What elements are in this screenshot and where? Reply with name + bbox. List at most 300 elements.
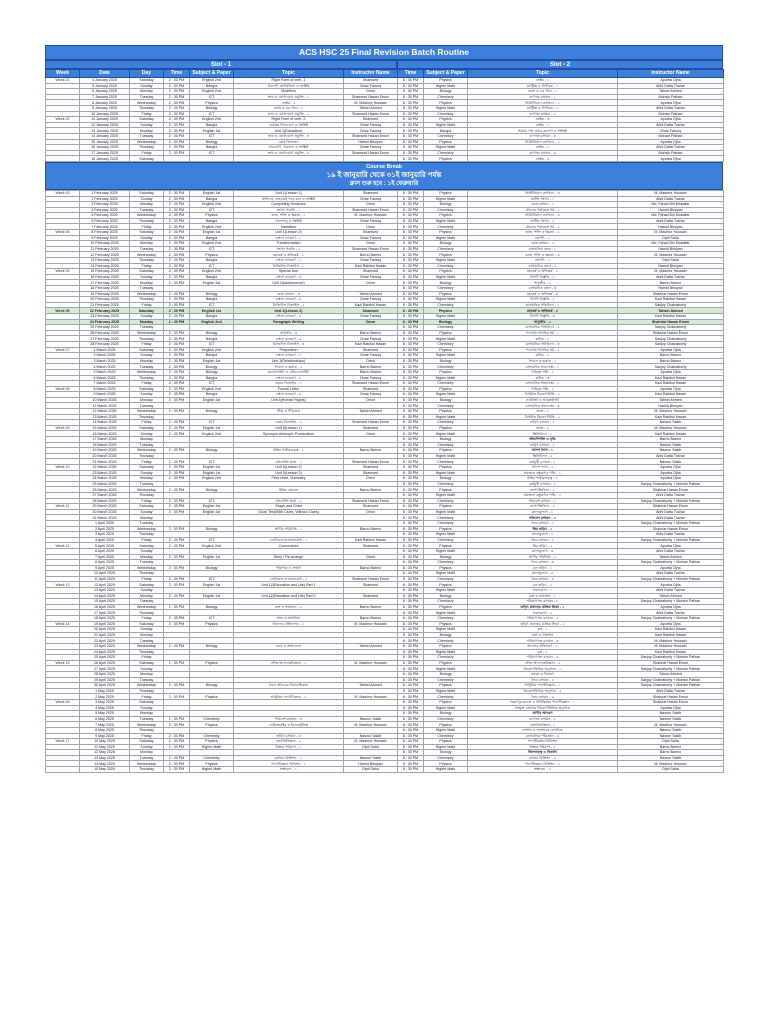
slot2-time-cell: 8 : 30 PM	[398, 375, 424, 381]
slot2-topic-cell: বৃত্ত - ১	[468, 627, 618, 633]
slot2-time-cell: 8 : 30 PM	[398, 660, 424, 666]
slot2-topic-cell: ভেক্টর - ১	[468, 122, 618, 128]
slot2-topic-cell: পরমাণুর মডেল ও নিউক্লিয়ার পদার্থবিজ্ঞান - ১	[468, 699, 618, 705]
day-cell: Monday	[130, 515, 164, 521]
date-cell: 18 February 2025	[80, 286, 130, 292]
slot1-time-cell: 2 : 30 PM	[164, 644, 190, 650]
slot2-instructor-cell: Shahriar Hasan Emon	[618, 694, 724, 700]
slot1-subject-cell: English 2nd	[190, 224, 234, 230]
slot2-topic-cell: দ্বিপদী বিস্তৃতি - ৩	[468, 313, 618, 319]
slot1-instructor-cell: Omar Farooq	[344, 218, 398, 224]
slot2-subject-cell: Biology	[424, 711, 468, 717]
date-cell: 17 February 2025	[80, 280, 130, 286]
slot2-topic-cell: গুণগত রসায়ন - ২	[468, 111, 618, 117]
slot1-topic-cell: Story / Re-arrange	[234, 554, 344, 560]
slot1-time-cell: 2 : 30 PM	[164, 694, 190, 700]
slot2-topic-cell: মৌলের পর্যায়বৃত্ত ধর্ম - ১	[468, 207, 618, 213]
slot2-topic-cell: বর্জ্য ও নিষ্কাশন	[468, 632, 618, 638]
slot2-topic-cell: রাসায়নিক পরিবর্তন - ৪	[468, 733, 618, 739]
slot1-topic-cell: কোষ রসায়ন - ৩	[234, 291, 344, 297]
slot2-time-cell: 8 : 30 PM	[398, 353, 424, 359]
slot2-instructor-cell: M. Mashrur Hussain	[618, 252, 724, 258]
slot2-subject-cell: Physics	[424, 409, 468, 415]
slot1-subject-cell: ICT	[190, 133, 234, 139]
day-cell: Monday	[130, 750, 164, 756]
date-cell: 10 February 2025	[80, 241, 130, 247]
slot1-time-cell: 2 : 30 PM	[164, 381, 190, 387]
slot2-topic-cell: ক্যালকুলাস - ১	[468, 509, 618, 515]
slot1-subject-cell: English 1st	[190, 465, 234, 471]
slot2-instructor-cell: Tahsin Ahmed	[618, 671, 724, 677]
slot1-subject-cell: ICT	[190, 94, 234, 100]
slot2-topic-cell: প্রাণীর আচরণ	[468, 711, 618, 717]
slot2-instructor-cell: Apurba Ojha	[618, 476, 724, 482]
slot2-subject-cell: Physics	[424, 683, 468, 689]
slot2-topic-cell: চল তড়িৎ - ১	[468, 565, 618, 571]
day-cell: Wednesday	[130, 213, 164, 219]
day-cell: Friday	[130, 341, 164, 347]
day-cell: Sunday	[130, 235, 164, 241]
slot1-instructor-cell: Kazi Rakibul Hasan	[344, 302, 398, 308]
date-cell: 30 March 2025	[80, 509, 130, 515]
slot1-instructor-cell: M. Mashrur Hussain	[344, 722, 398, 728]
slot2-subject-cell: Chemistry	[424, 520, 468, 526]
slot2-instructor-cell: Sanjoy Chakraborty + Mohsin Pathan	[618, 560, 724, 566]
slot2-topic-cell: আলোর প্রতিসরণ - ১	[468, 644, 618, 650]
slot1-instructor-cell: Omor	[344, 241, 398, 247]
day-cell: Wednesday	[130, 100, 164, 106]
slot2-topic-cell: উদ্ভিদ শারীরতত্ত্ব - ২	[468, 476, 618, 482]
slot2-subject-cell: Higher Math	[424, 705, 468, 711]
day-cell: Thursday	[130, 767, 164, 773]
slot1-topic-cell: বাংলা ব্যাকরণ - ৭	[234, 353, 344, 359]
slot1-subject-cell: Bangla	[190, 122, 234, 128]
slot2-subject-cell: Physics	[424, 465, 468, 471]
day-cell: Thursday	[130, 492, 164, 498]
slot2-subject-cell: Physics	[424, 487, 468, 493]
day-cell: Saturday	[130, 308, 164, 314]
day-cell: Saturday	[130, 230, 164, 236]
slot1-subject-cell: Physics	[190, 660, 234, 666]
day-cell: Monday	[130, 358, 164, 364]
date-cell: 27 March 2025	[80, 492, 130, 498]
slot2-instructor-cell: Kazi Rakibul Hasan	[618, 649, 724, 655]
slot2-instructor-cell: Nasrun Sakib	[618, 459, 724, 465]
day-cell: Saturday	[130, 347, 164, 353]
slot1-instructor-cell: Shamsed	[344, 465, 398, 471]
slot2-subject-cell: Physics	[424, 269, 468, 275]
slot2-instructor-cell: Abhi Datta Tushar	[618, 83, 724, 89]
slot1-subject-cell: ICT	[190, 341, 234, 347]
slot1-subject-cell: Physics	[190, 621, 234, 627]
slot2-time-cell: 8 : 30 PM	[398, 554, 424, 560]
slot1-topic-cell: Synonym-Antonym, Punctuation	[234, 431, 344, 437]
slot2-instructor-cell: Sanjoy Chakraborty + Mohsin Pathan	[618, 683, 724, 689]
slot2-topic-cell: জৈব রসায়ন - ১	[468, 520, 618, 526]
slot2-time-cell: 8 : 30 PM	[398, 78, 424, 84]
slot1-time-cell: 2 : 30 PM	[164, 683, 190, 689]
course-break-label: Course Break	[366, 163, 402, 170]
slot2-time-cell: 8 : 30 PM	[398, 487, 424, 493]
slot1-instructor-cell: Barno Barmo	[344, 616, 398, 622]
slot1-topic-cell: Formal Letter	[234, 386, 344, 392]
slot1-topic-cell: ভেক্টর - ২	[234, 100, 344, 106]
column-header: Time	[164, 70, 190, 78]
slot2-time-cell: 8 : 30 PM	[398, 196, 424, 202]
day-cell: Friday	[130, 498, 164, 504]
slot2-time-cell: 8 : 30 PM	[398, 711, 424, 717]
slot1-instructor-cell: Shamsed	[344, 582, 398, 588]
slot2-time-cell: 8 : 30 PM	[398, 481, 424, 487]
slot2-topic-cell: ত্রিকোণমিতিক অনুপাত - ১	[468, 666, 618, 672]
day-cell: Wednesday	[130, 139, 164, 145]
slot2-subject-cell: Chemistry	[424, 364, 468, 370]
slot1-instructor-cell: Barno Barmo	[344, 565, 398, 571]
date-cell: 2 April 2025	[80, 526, 130, 532]
slot1-time-cell: 2 : 30 PM	[164, 111, 190, 117]
date-cell: 12 April 2025	[80, 582, 130, 588]
date-cell: 2 March 2025	[80, 353, 130, 359]
slot2-subject-cell: Higher Math	[424, 509, 468, 515]
date-cell: 20 February 2025	[80, 297, 130, 303]
date-cell: 10 January 2025	[80, 111, 130, 117]
slot2-topic-cell: বৃত্ত - ২	[468, 649, 618, 655]
date-cell: 19 February 2025	[80, 291, 130, 297]
slot1-topic-cell: বিস্তার পরিমাপ - ১	[234, 744, 344, 750]
slot1-subject-cell: Physics	[190, 761, 234, 767]
slot1-time-cell: 2 : 30 PM	[164, 252, 190, 258]
slot1-time-cell: 2 : 30 PM	[164, 733, 190, 739]
slot-1-label: Slot - 1	[45, 60, 397, 69]
slot2-topic-cell: গুণগত রসায়ন - ৪	[468, 150, 618, 156]
slot1-topic-cell: বাংলা ব্যাকরণ - ৫	[234, 313, 344, 319]
slot2-time-cell: 8 : 30 PM	[398, 560, 424, 566]
day-cell: Saturday	[130, 78, 164, 84]
day-cell: Monday	[130, 202, 164, 208]
slot2-instructor-cell: Kazi Rakibul Hasan	[618, 381, 724, 387]
slot1-time-cell: 2 : 30 PM	[164, 604, 190, 610]
slot2-instructor-cell: Sanjoy Chakraborty + Mohsin Pathan	[618, 537, 724, 543]
slot1-topic-cell: পরিপাক ও শোষণ	[234, 565, 344, 571]
slot2-subject-cell: Chemistry	[424, 341, 468, 347]
slot2-instructor-cell: Dipti Saha	[618, 739, 724, 745]
slot1-instructor-cell: Omar Farooq	[344, 196, 398, 202]
slot1-instructor-cell: Shamsed	[344, 425, 398, 431]
day-cell: Monday	[130, 711, 164, 717]
slot1-instructor-cell: M. Mashrur Hussain	[344, 660, 398, 666]
slot1-topic-cell: কাজ, শক্তি ও ক্ষমতা - ১	[234, 213, 344, 219]
slot1-topic-cell: রসায়ন রিভিশন - ১	[234, 755, 344, 761]
slot1-topic-cell: শৈবাল ও ছত্রাক - ২	[234, 364, 344, 370]
slot2-subject-cell: Physics	[424, 117, 468, 123]
slot2-subject-cell: Higher Math	[424, 105, 468, 111]
slot2-instructor-cell: Apurba Ojha	[618, 156, 724, 162]
day-cell: Friday	[130, 381, 164, 387]
slot1-time-cell: 2 : 30 PM	[164, 308, 190, 314]
slot1-topic-cell: Special Use	[234, 269, 344, 275]
day-cell: Wednesday	[130, 252, 164, 258]
date-cell: 13 May 2025	[80, 755, 130, 761]
date-cell: 25 March 2025	[80, 481, 130, 487]
slot2-time-cell: 8 : 30 PM	[398, 414, 424, 420]
slot2-topic-cell: শৈবাল ও ছত্রাক - ১	[468, 358, 618, 364]
slot1-instructor-cell: Nasrun Sakib	[344, 716, 398, 722]
slot2-time-cell: 8 : 30 PM	[398, 313, 424, 319]
slot2-topic-cell: গুণগত রসায়ন - ১	[468, 94, 618, 100]
slot1-subject-cell: Bangla	[190, 235, 234, 241]
slot2-time-cell: 8 : 30 PM	[398, 727, 424, 733]
slot2-instructor-cell: Sanjoy Chakraborty	[618, 325, 724, 331]
slot1-subject-cell: Biology	[190, 291, 234, 297]
date-cell: 21 April 2025	[80, 632, 130, 638]
slot2-instructor-cell: Tahsin Ahmed	[618, 308, 724, 314]
slot2-time-cell: 8 : 30 PM	[398, 235, 424, 241]
slot2-time-cell: 8 : 30 PM	[398, 453, 424, 459]
day-cell: Wednesday	[130, 448, 164, 454]
slot2-time-cell: 8 : 30 PM	[398, 358, 424, 364]
slot2-instructor-cell: Barno Barmo	[618, 353, 724, 359]
day-cell: Tuesday	[130, 94, 164, 100]
slot1-instructor-cell: Omar Farooq	[344, 392, 398, 398]
slot1-time-cell: 2 : 30 PM	[164, 190, 190, 196]
slot1-subject-cell: ICT	[190, 150, 234, 156]
slot2-time-cell: 8 : 30 PM	[398, 632, 424, 638]
date-cell: 25 February 2025	[80, 325, 130, 331]
date-cell: 17 January 2025	[80, 150, 130, 156]
slot2-instructor-cell: Tahsin Ahmed	[618, 397, 724, 403]
date-cell: 4 April 2025	[80, 537, 130, 543]
day-cell: Thursday	[130, 145, 164, 151]
slot2-topic-cell: পর্যাবৃত্ত গতি - ১	[468, 369, 618, 375]
slot1-instructor-cell: Dipti Saha	[344, 767, 398, 773]
date-cell: 9 March 2025	[80, 392, 130, 398]
slot1-topic-cell: কোষ বিভাজন	[234, 139, 344, 145]
slot2-time-cell: 8 : 30 PM	[398, 100, 424, 106]
slot1-subject-cell: Bangla	[190, 274, 234, 280]
day-cell: Tuesday	[130, 403, 164, 409]
slot1-instructor-cell: Omar Farooq	[344, 235, 398, 241]
slot1-time-cell: 2 : 30 PM	[164, 744, 190, 750]
day-cell: Tuesday	[130, 638, 164, 644]
slot1-instructor-cell: Barno Barmo	[344, 369, 398, 375]
date-cell: 29 March 2025	[80, 504, 130, 510]
slot1-subject-cell: ICT	[190, 537, 234, 543]
slot2-time-cell: 8 : 30 PM	[398, 263, 424, 269]
slot2-subject-cell: Higher Math	[424, 431, 468, 437]
slot2-topic-cell: পরিমাণগত রসায়ন - ১	[468, 599, 618, 605]
slot1-instructor-cell: M. Mashrur Hussain	[344, 213, 398, 219]
slot1-instructor-cell: Shamsed	[344, 78, 398, 84]
slot2-time-cell: 8 : 30 PM	[398, 139, 424, 145]
day-cell: Sunday	[130, 274, 164, 280]
slot1-time-cell: 2 : 30 PM	[164, 196, 190, 202]
routine-title: ACS HSC 25 Final Revision Batch Routine	[45, 45, 723, 60]
slot1-topic-cell: Unit 2(Adolescence)	[234, 280, 344, 286]
slot2-time-cell: 8 : 30 PM	[398, 688, 424, 694]
slot1-time-cell: 2 : 30 PM	[164, 386, 190, 392]
slot1-time-cell: 2 : 30 PM	[164, 347, 190, 353]
slot2-instructor-cell: Barno Barmo	[618, 280, 724, 286]
slot2-instructor-cell: Kazi Rakibul Hasan	[618, 431, 724, 437]
day-cell: Sunday	[130, 627, 164, 633]
slot1-topic-cell: তথ্য ও যোগাযোগ প্রযুক্তি - ১	[234, 94, 344, 100]
date-cell: 6 April 2025	[80, 548, 130, 554]
slot1-subject-cell: Biology	[190, 139, 234, 145]
slot1-topic-cell: লালসালু ও সংশ্লিষ্ট	[234, 218, 344, 224]
slot2-instructor-cell: Shahriar Hasan Emon	[618, 660, 724, 666]
slot2-instructor-cell: Hamid Bhuiyan	[618, 403, 724, 409]
slot2-time-cell: 8 : 30 PM	[398, 230, 424, 236]
slot1-topic-cell: ভৌত আলোকবিজ্ঞান - ১	[234, 660, 344, 666]
week-cell: Week 06	[46, 308, 80, 314]
slot2-time-cell: 8 : 30 PM	[398, 330, 424, 336]
slot1-instructor-cell: Borno Barmo	[344, 252, 398, 258]
slot2-instructor-cell: Apurba Ojha	[618, 621, 724, 627]
day-cell: Thursday	[130, 649, 164, 655]
slot2-topic-cell: মহাকর্ষ ও অভিকর্ষ - ৩	[468, 291, 618, 297]
slot1-topic-cell: সম্ভাবনা - ১	[234, 767, 344, 773]
slot2-time-cell: 8 : 30 PM	[398, 190, 424, 196]
slot2-topic-cell: জৈব রসায়ন - ৩	[468, 560, 618, 566]
day-cell: Thursday	[130, 414, 164, 420]
slot2-topic-cell: পদার্থবিজ্ঞান রিভিশন - ২	[468, 761, 618, 767]
date-cell: 6 February 2025	[80, 218, 130, 224]
slot2-topic-cell: ভেক্টর - ১	[468, 78, 618, 84]
day-cell: Wednesday	[130, 722, 164, 728]
slot2-time-cell: 8 : 30 PM	[398, 722, 424, 728]
slot1-instructor-cell: Omor	[344, 202, 398, 208]
slot2-subject-cell: Higher Math	[424, 744, 468, 750]
slot1-topic-cell: Unit 2(Lesson 2)	[234, 308, 344, 314]
date-cell: 27 February 2025	[80, 336, 130, 342]
slot1-instructor-cell: Tahsin Ahmed	[344, 644, 398, 650]
slot2-topic-cell: সংযুক্ত কোণের ত্রিকোণমিতিক অনুপাত	[468, 705, 618, 711]
slot2-topic-cell: বহুপদী - ২	[468, 258, 618, 264]
day-cell: Friday	[130, 420, 164, 426]
slot2-time-cell: 8 : 30 PM	[398, 526, 424, 532]
slot2-topic-cell: নগ্নবীজী ও আবৃতবীজী	[468, 397, 618, 403]
slot2-subject-cell: Higher Math	[424, 274, 468, 280]
slot2-topic-cell: পদার্থবিজ্ঞান রিভিশন	[468, 739, 618, 745]
slot2-time-cell: 8 : 30 PM	[398, 442, 424, 448]
week-cell: Week 07	[46, 347, 80, 353]
slot2-topic-cell: কাজ, শক্তি ও ক্ষমতা - ২	[468, 230, 618, 236]
day-cell: Saturday	[130, 621, 164, 627]
section-1-rows	[46, 78, 724, 162]
slot2-subject-cell: Higher Math	[424, 532, 468, 538]
slot1-topic-cell: Graph and Chart	[234, 504, 344, 510]
day-cell: Thursday	[130, 375, 164, 381]
slot1-subject-cell	[190, 156, 234, 162]
slot1-instructor-cell: Shamsed Hasan Emon	[344, 246, 398, 252]
slot2-subject-cell: Chemistry	[424, 616, 468, 622]
slot2-time-cell: 8 : 30 PM	[398, 291, 424, 297]
slot2-instructor-cell: Shahriar Hasan Emon	[618, 504, 724, 510]
date-cell: 10 May 2025	[80, 739, 130, 745]
column-header: Topic	[234, 70, 344, 78]
day-cell: Saturday	[130, 190, 164, 196]
slot1-topic-cell: আধুনিক পদার্থবিজ্ঞান - ২	[234, 694, 344, 700]
slot2-topic-cell: কাজ, শক্তি ও ক্ষমতা - ৩	[468, 252, 618, 258]
slot1-time-cell: 2 : 30 PM	[164, 392, 190, 398]
date-cell: 5 February 2025	[80, 213, 130, 219]
date-cell: 16 March 2025	[80, 431, 130, 437]
date-cell: 13 March 2025	[80, 414, 130, 420]
date-cell: 15 April 2025	[80, 599, 130, 605]
slot1-subject-cell: Physics	[190, 739, 234, 745]
slot2-topic-cell: জ্যোতির্বিজ্ঞান - ১	[468, 722, 618, 728]
slot1-instructor-cell: Dipti Saha	[344, 744, 398, 750]
date-cell: 18 January 2025	[80, 156, 130, 162]
slot2-topic-cell: জৈব রসায়ন - ৫	[468, 677, 618, 683]
slot2-topic-cell: প্রাণীর পরিচিতি - ২	[468, 554, 618, 560]
slot2-time-cell: 8 : 30 PM	[398, 403, 424, 409]
slot2-instructor-cell: Hamid Bhuiyan	[618, 286, 724, 292]
slot1-subject-cell: English 1st	[190, 554, 234, 560]
slot2-subject-cell: Physics	[424, 604, 468, 610]
date-cell: 1 February 2025	[80, 190, 130, 196]
slot1-time-cell: 2 : 30 PM	[164, 554, 190, 560]
slot2-subject-cell: Physics	[424, 139, 468, 145]
slot2-time-cell: 8 : 30 PM	[398, 420, 424, 426]
date-cell: 5 April 2025	[80, 543, 130, 549]
slot1-instructor-cell: Hamid Bhuiyan	[344, 761, 398, 767]
slot2-topic-cell: ভৌত আলোকবিজ্ঞান - ২	[468, 660, 618, 666]
slot1-time-cell: 2 : 30 PM	[164, 364, 190, 370]
slot1-subject-cell: Physics	[190, 100, 234, 106]
slot1-time-cell: 2 : 30 PM	[164, 487, 190, 493]
day-cell: Thursday	[130, 532, 164, 538]
day-cell: Thursday	[130, 336, 164, 342]
slot1-topic-cell: তড়িৎ রসায়ন - ৩	[234, 733, 344, 739]
slot1-subject-cell: Bangla	[190, 375, 234, 381]
slot1-topic-cell: ওয়েব ডিজাইন - ১	[234, 381, 344, 387]
slot2-subject-cell: Chemistry	[424, 246, 468, 252]
slot2-time-cell: 8 : 30 PM	[398, 128, 424, 134]
slot2-instructor-cell: Shahriar Hasan Emon	[618, 319, 724, 325]
date-cell: 10 April 2025	[80, 571, 130, 577]
slot2-subject-cell: Chemistry	[424, 94, 468, 100]
column-header: Week	[46, 70, 80, 78]
slot1-instructor-cell: Omar Farooq	[344, 83, 398, 89]
slot1-instructor-cell: Shamsed Hasan Emon	[344, 459, 398, 465]
slot2-instructor-cell: Nasrun Sakib	[618, 442, 724, 448]
slot1-topic-cell: ব্রায়োফাইটা ও টেরিডোফাইটা	[234, 369, 344, 375]
slot1-time-cell: 2 : 30 PM	[164, 526, 190, 532]
date-cell: 15 February 2025	[80, 269, 130, 275]
slot2-instructor-cell: M. Mashrur Hussain	[618, 269, 724, 275]
week-cell: Week 15	[46, 660, 80, 666]
slot2-time-cell: 8 : 30 PM	[398, 671, 424, 677]
slot1-topic-cell: বাংলা ব্যাকরণ - ২	[234, 258, 344, 264]
date-cell: 8 February 2025	[80, 230, 130, 236]
day-cell: Saturday	[130, 269, 164, 275]
slot1-instructor-cell: Kazi Rakibul Hasan	[344, 537, 398, 543]
slot2-instructor-cell: Shahriar Hasan Emon	[618, 330, 724, 336]
slot2-subject-cell: Higher Math	[424, 235, 468, 241]
slot2-topic-cell: কোষ ও এর গঠন - ১	[468, 89, 618, 95]
date-cell: 15 March 2025	[80, 425, 130, 431]
slot1-time-cell: 2 : 30 PM	[164, 213, 190, 219]
slot2-subject-cell: Chemistry	[424, 325, 468, 331]
slot1-time-cell: 2 : 30 PM	[164, 660, 190, 666]
slot2-topic-cell: রাসায়নিক বন্ধন - ২	[468, 263, 618, 269]
slot2-subject-cell: Physics	[424, 621, 468, 627]
slot2-time-cell: 8 : 30 PM	[398, 599, 424, 605]
day-cell: Tuesday	[130, 520, 164, 526]
slot2-subject-cell: Physics	[424, 543, 468, 549]
day-cell: Friday	[130, 537, 164, 543]
